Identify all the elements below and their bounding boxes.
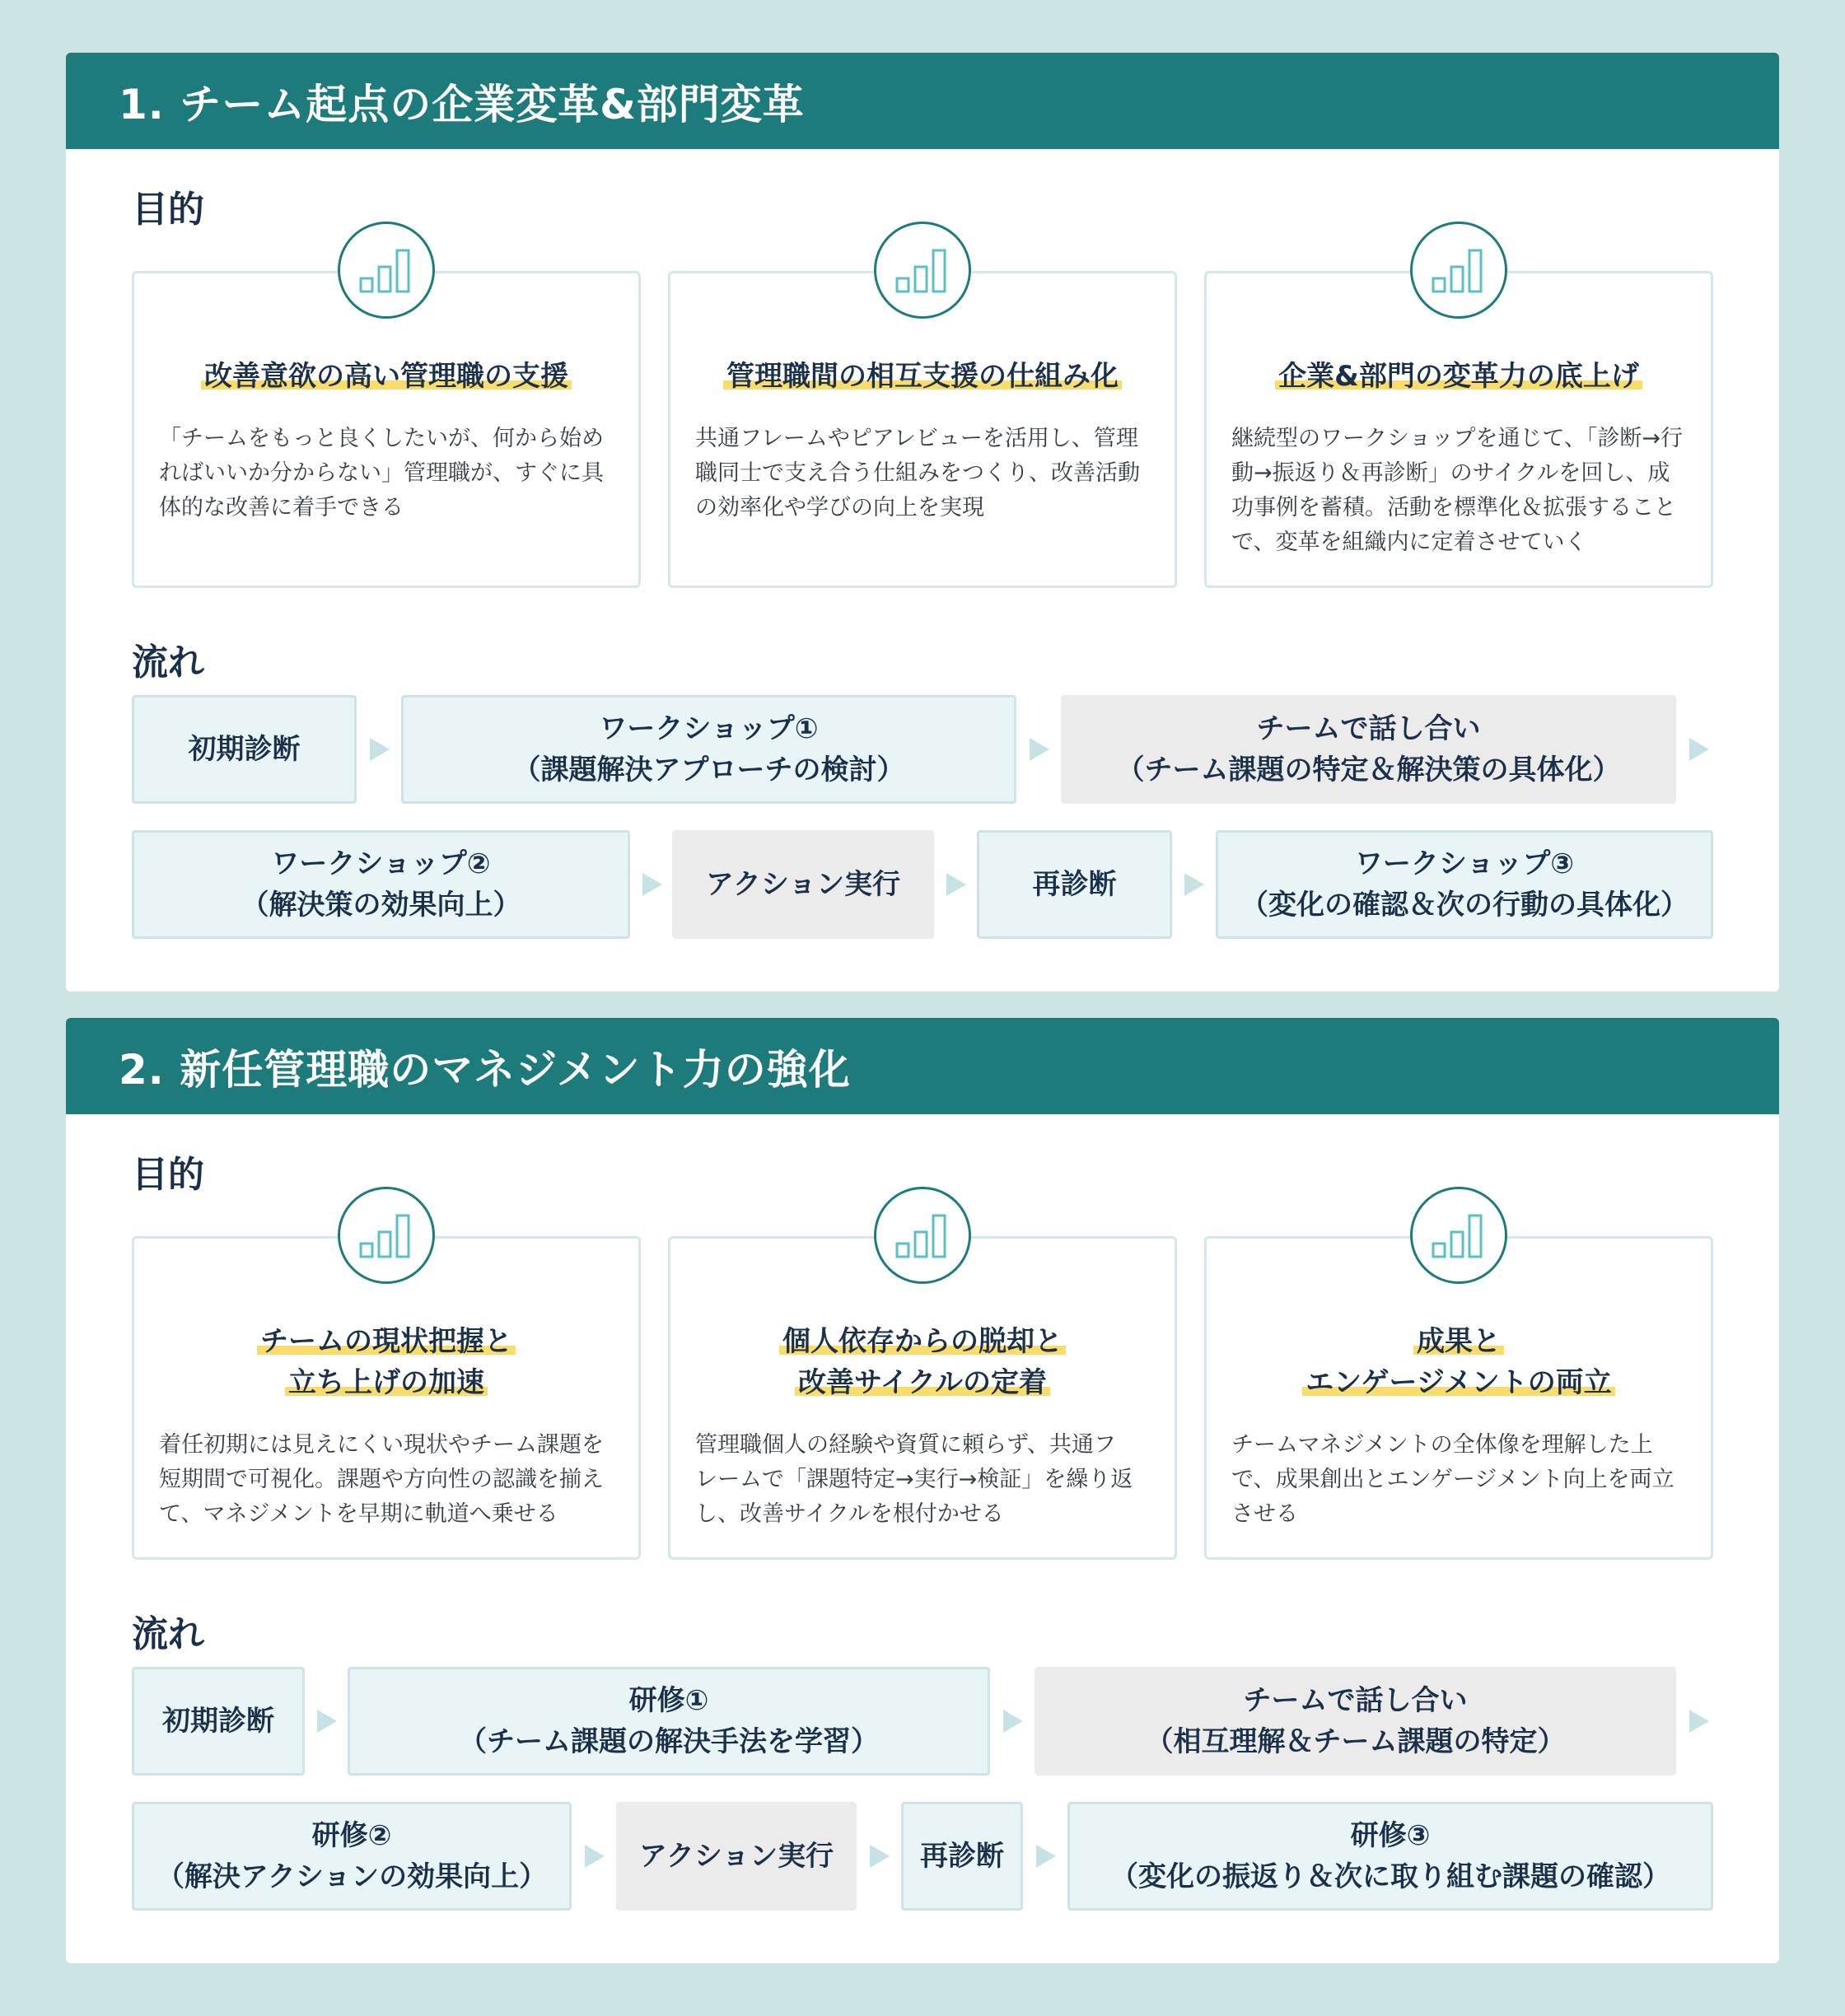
flow-heading: 流れ <box>132 1613 204 1655</box>
purpose-card <box>668 1236 1177 1560</box>
flow-step: ワークショップ① （課題解決アプローチの検討） <box>401 695 1016 804</box>
card-title: 管理職間の相互支援の仕組み化 <box>670 356 1175 397</box>
card-description: 共通フレームやピアレビューを活用し、管理 職同士で支え合う仕組みをつくり、改善活動 の効率化や学びの向上を実現 <box>695 426 1140 520</box>
bar-chart-icon <box>874 1187 971 1284</box>
flow-step: チームで話し合い （チーム課題の特定＆解決策の具体化） <box>1061 695 1676 804</box>
flow-step: アクション実行 <box>616 1802 857 1911</box>
card-description: チームマネジメントの全体像を理解した上 で、成果創出とエンゲージメント向上を両立 させる <box>1231 1432 1675 1527</box>
purpose-card <box>132 271 641 588</box>
purpose-heading: 目的 <box>132 1154 204 1196</box>
purpose-heading: 目的 <box>132 189 204 231</box>
purpose-card <box>1204 271 1713 588</box>
flow-step: チームで話し合い （相互理解＆チーム課題の特定） <box>1035 1667 1676 1776</box>
flow-step: 初期診断 <box>132 695 357 804</box>
card-description: 「チームをもっと良くしたいが、何から始め ればいいか分からない」管理職が、すぐに具 体的な改善に着手できる <box>159 426 604 520</box>
flow-step: アクション実行 <box>672 830 934 939</box>
arrow-right-icon <box>370 738 390 761</box>
card-title: 企業&部門の変革力の底上げ <box>1207 356 1711 397</box>
card-title: 個人依存からの脱却と 改善サイクルの定着 <box>670 1321 1175 1403</box>
section-title: 2. 新任管理職のマネジメント力の強化 <box>66 1018 1779 1114</box>
flow-step: 研修① （チーム課題の解決手法を学習） <box>348 1667 990 1776</box>
card-title: 改善意欲の高い管理職の支援 <box>134 356 638 397</box>
purpose-card <box>132 1236 641 1560</box>
arrow-right-icon <box>585 1845 605 1868</box>
arrow-right-icon <box>1689 738 1709 761</box>
bar-chart-icon <box>874 222 971 319</box>
flow-step: 再診断 <box>977 830 1172 939</box>
flow-step: ワークショップ③ （変化の確認＆次の行動の具体化） <box>1216 830 1713 939</box>
purpose-card <box>1204 1236 1713 1560</box>
section-1 <box>66 53 1779 992</box>
arrow-right-icon <box>1689 1710 1709 1733</box>
arrow-right-icon <box>642 873 662 896</box>
bar-chart-icon <box>338 222 435 319</box>
arrow-right-icon <box>1184 873 1204 896</box>
arrow-right-icon <box>1003 1710 1023 1733</box>
arrow-right-icon <box>946 873 966 896</box>
flow-step: 研修③ （変化の振返り＆次に取り組む課題の確認） <box>1067 1802 1713 1911</box>
card-description: 着任初期には見えにくい現状やチーム課題を 短期間で可視化。課題や方向性の認識を揃え て、マネジメントを早期に軌道へ乗せる <box>159 1432 604 1527</box>
flow-step: 再診断 <box>901 1802 1023 1911</box>
flow-step: 初期診断 <box>132 1667 305 1776</box>
section-2 <box>66 1018 1779 1963</box>
section-title: 1. チーム起点の企業変革&部門変革 <box>66 53 1779 149</box>
purpose-card <box>668 271 1177 588</box>
arrow-right-icon <box>870 1845 890 1868</box>
card-description: 継続型のワークショップを通じて、「診断→行 動→振返り＆再診断」のサイクルを回し、成 功事例を蓄積。活動を標準化＆拡張すること で、変革を組織内に定着させていく <box>1231 426 1684 555</box>
bar-chart-icon <box>1410 1187 1507 1284</box>
card-title: チームの現状把握と 立ち上げの加速 <box>134 1321 638 1403</box>
arrow-right-icon <box>1030 738 1049 761</box>
flow-heading: 流れ <box>132 642 204 684</box>
card-description: 管理職個人の経験や資質に頼らず、共通フ レームで「課題特定→実行→検証」を繰り返 し、改善サイクルを根付かせる <box>695 1432 1133 1527</box>
bar-chart-icon <box>1410 222 1507 319</box>
flow-step: ワークショップ② （解決策の効果向上） <box>132 830 630 939</box>
bar-chart-icon <box>338 1187 435 1284</box>
card-title: 成果と エンゲージメントの両立 <box>1207 1321 1711 1403</box>
arrow-right-icon <box>317 1710 337 1733</box>
flow-step: 研修② （解決アクションの効果向上） <box>132 1802 572 1911</box>
arrow-right-icon <box>1036 1845 1056 1868</box>
